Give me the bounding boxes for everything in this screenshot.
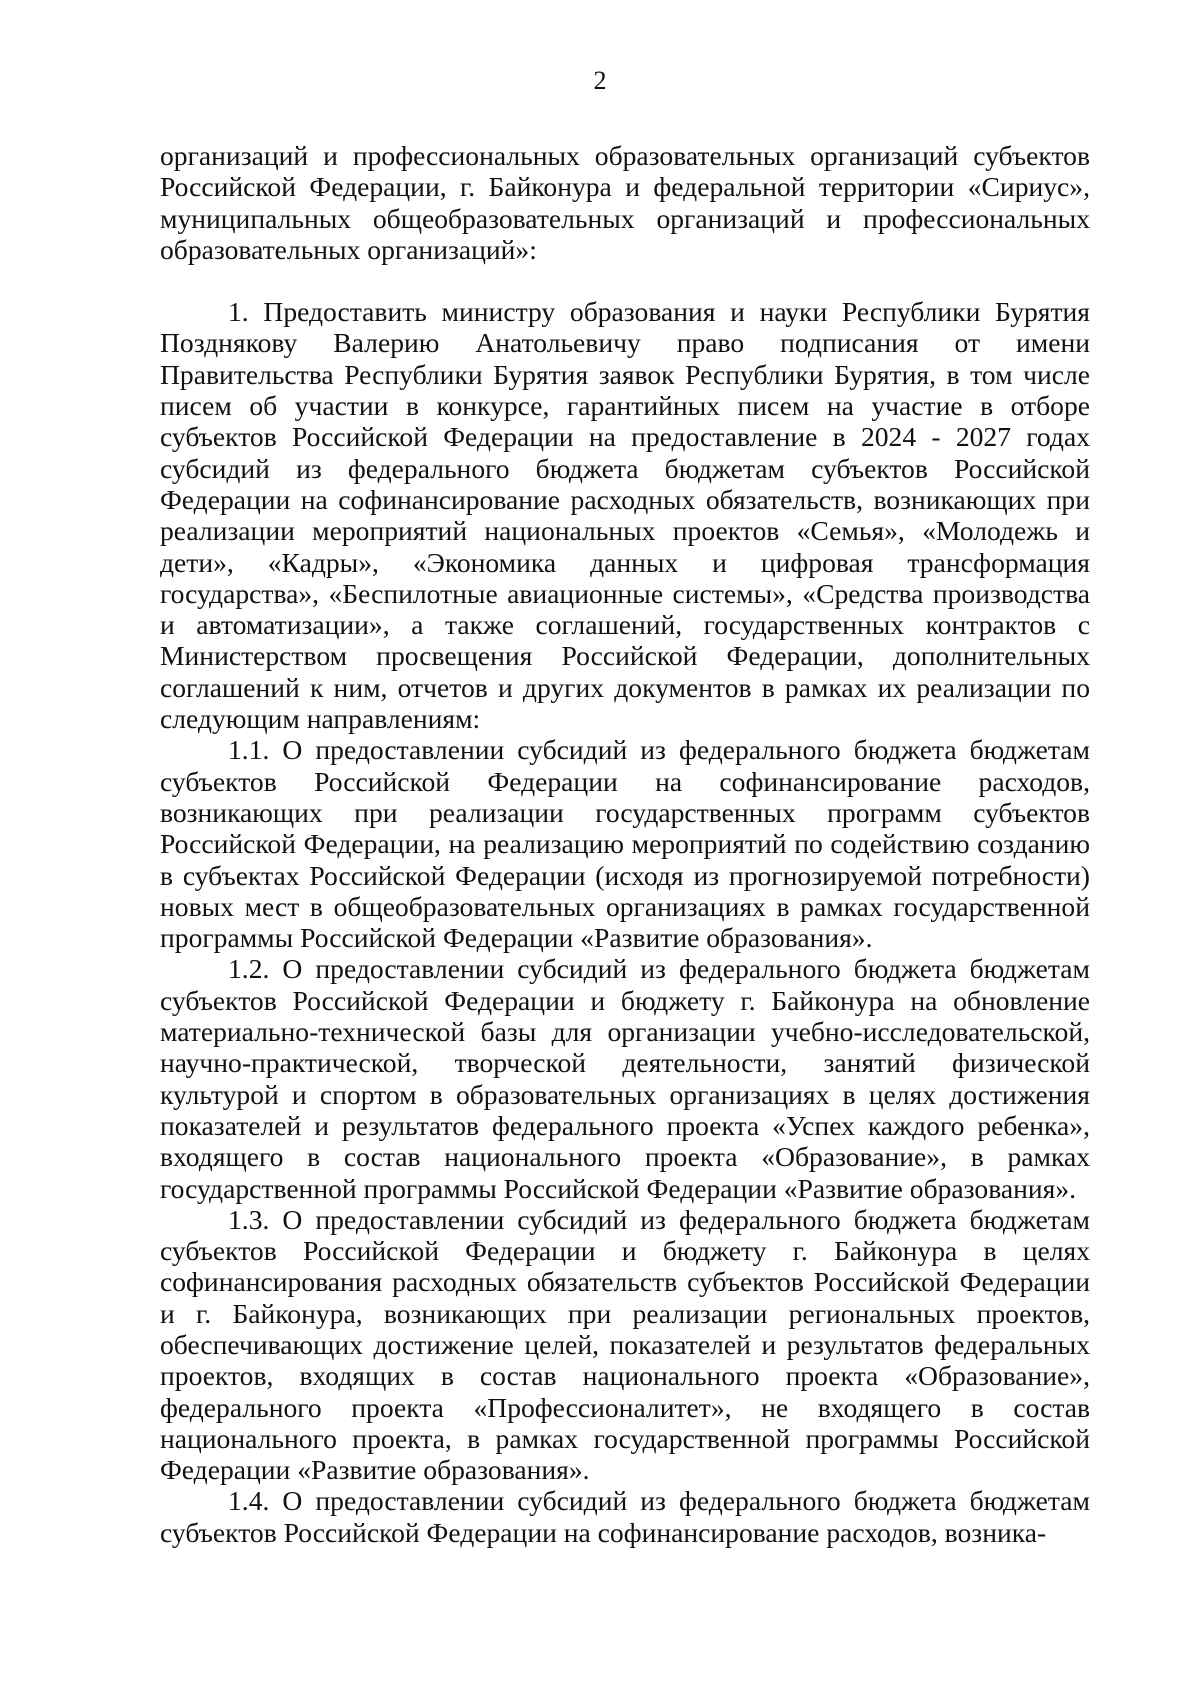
paragraph-item-1-4: 1.4. О предоставлении субсидий из федерального бюджета бюджетам субъектов Российской Федерации на софинансирование расходов, возника- (160, 1485, 1090, 1548)
paragraph-item-1-1: 1.1. О предоставлении субсидий из федерального бюджета бюджетам субъектов Российской Федерации на софинансирование расходов, возникающих при реализации государственных программ субъектов Российской Федерации, на реализацию мероприятий по содействию созданию в субъектах Российской Федерации (исходя из прогнозируемой потребности) новых мест в общеобразовательных организациях в рамках государственной программы Российской Федерации «Развитие образования». (160, 734, 1090, 954)
paragraph-item-1: 1. Предоставить министру образования и науки Республики Бурятия Позднякову Валерию Анатольевичу право подписания от имени Правительства Республики Бурятия заявок Республики Бурятия, в том числе писем об участии в конкурсе, гарантийных писем на участие в отборе субъектов Российской Федерации на предоставление в 2024 - 2027 годах субсидий из федерального бюджета бюджетам субъектов Российской Федерации на софинансирование расходных обязательств, возникающих при реализации мероприятий национальных проектов «Семья», «Молодежь и дети», «Кадры», «Экономика данных и цифровая трансформация государства», «Беспилотные авиационные системы», «Средства производства и автоматизации», а также соглашений, государственных контрактов с Министерством просвещения Российской Федерации, дополнительных соглашений к ним, отчетов и других документов в рамках их реализации по следующим направлениям: (160, 296, 1090, 735)
paragraph-item-1-2: 1.2. О предоставлении субсидий из федерального бюджета бюджетам субъектов Российской Федерации и бюджету г. Байконура на обновление материально-технической базы для организации учебно-исследовательской, научно-практической, творческой деятельности, занятий физической культурой и спортом в образовательных организациях в целях достижения показателей и результатов федерального проекта «Успех каждого ребенка», входящего в состав национального проекта «Образование», в рамках государственной программы Российской Федерации «Развитие образования». (160, 953, 1090, 1204)
paragraph-item-1-3: 1.3. О предоставлении субсидий из федерального бюджета бюджетам субъектов Российской Федерации и бюджету г. Байконура в целях софинансирования расходных обязательств субъектов Российской Федерации и г. Байконура, возникающих при реализации региональных проектов, обеспечивающих достижение целей, показателей и результатов федеральных проектов, входящих в состав национального проекта «Образование», федерального проекта «Профессионалитет», не входящего в состав национального проекта, в рамках государственной программы Российской Федерации «Развитие образования». (160, 1203, 1090, 1486)
paragraph-gap (160, 265, 1090, 296)
page-number: 2 (593, 66, 607, 95)
document-body (160, 140, 1090, 1548)
paragraph-intro: организаций и профессиональных образовательных организаций субъектов Российской Федерации, г. Байконура и федеральной территории «Сириус», муниципальных общеобразовательных организаций и профессиональных образовательных организаций»: (160, 140, 1090, 265)
